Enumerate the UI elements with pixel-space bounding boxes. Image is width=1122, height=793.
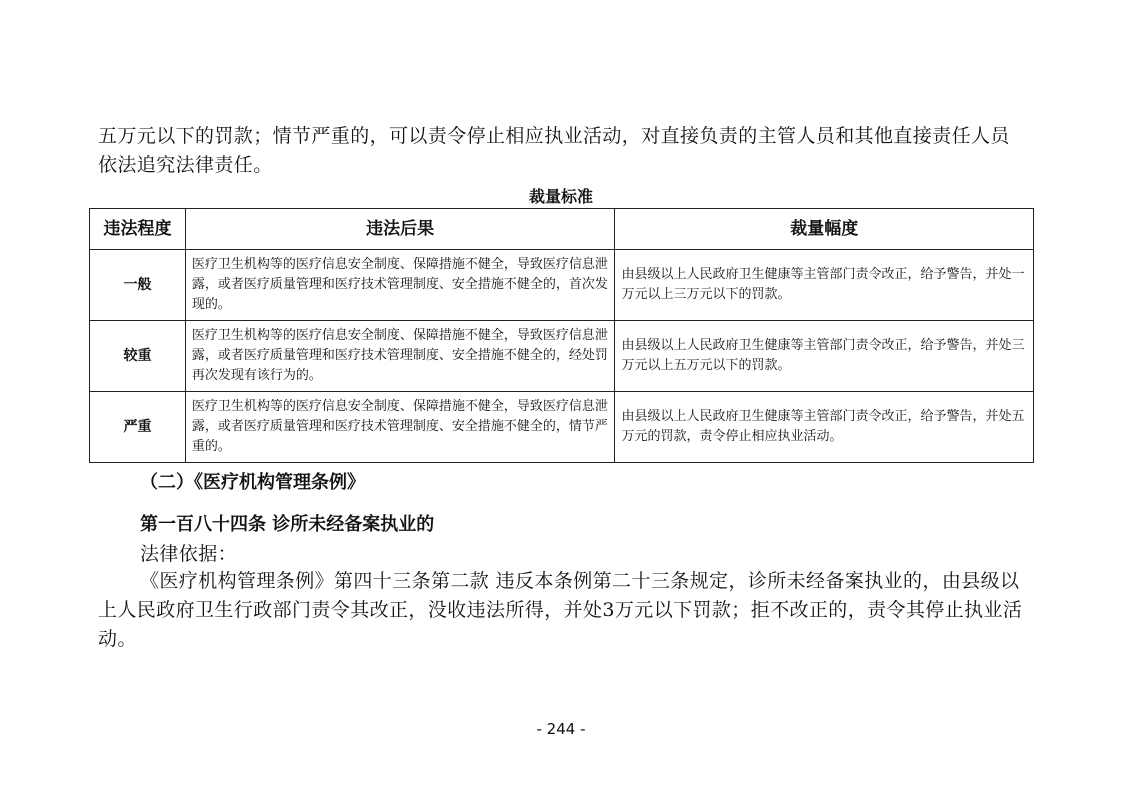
row-level: 一般 bbox=[90, 250, 186, 321]
legal-basis-label: 法律依据： bbox=[140, 543, 238, 565]
discretion-standard-table bbox=[89, 208, 1034, 463]
row-penalty: 由县级以上人民政府卫生健康等主管部门责令改正，给予警告，并处五万元的罚款，责令停止相应执业活动。 bbox=[615, 392, 1034, 463]
row-penalty: 由县级以上人民政府卫生健康等主管部门责令改正，给予警告，并处三万元以上五万元以下的罚款。 bbox=[615, 321, 1034, 392]
table-row bbox=[90, 321, 1034, 392]
page-number: - 244 - bbox=[536, 720, 586, 738]
row-consequence: 医疗卫生机构等的医疗信息安全制度、保障措施不健全，导致医疗信息泄露，或者医疗质量管理和医疗技术管理制度、安全措施不健全的，首次发现的。 bbox=[185, 250, 615, 321]
header-consequence: 违法后果 bbox=[185, 209, 615, 250]
header-penalty: 裁量幅度 bbox=[615, 209, 1034, 250]
row-level: 严重 bbox=[90, 392, 186, 463]
row-consequence: 医疗卫生机构等的医疗信息安全制度、保障措施不健全，导致医疗信息泄露，或者医疗质量管理和医疗技术管理制度、安全措施不健全的，经处罚再次发现有该行为的。 bbox=[185, 321, 615, 392]
table-row bbox=[90, 392, 1034, 463]
legal-basis-text: 《医疗机构管理条例》第四十三条第二款 违反本条例第二十三条规定，诊所未经备案执业的，由县级以上人民政府卫生行政部门责令其改正，没收违法所得，并处3万元以下罚款；拒不改正的，责令其停止执业活动。 bbox=[98, 570, 1023, 650]
table-row bbox=[90, 250, 1034, 321]
row-consequence: 医疗卫生机构等的医疗信息安全制度、保障措施不健全，导致医疗信息泄露，或者医疗质量管理和医疗技术管理制度、安全措施不健全的，情节严重的。 bbox=[185, 392, 615, 463]
table-header-row bbox=[90, 209, 1034, 250]
row-penalty: 由县级以上人民政府卫生健康等主管部门责令改正，给予警告，并处一万元以上三万元以下的罚款。 bbox=[615, 250, 1034, 321]
row-level: 较重 bbox=[90, 321, 186, 392]
table-title: 裁量标准 bbox=[528, 187, 593, 206]
article-heading: 第一百八十四条 诊所未经备案执业的 bbox=[140, 514, 435, 535]
intro-paragraph: 五万元以下的罚款；情节严重的，可以责令停止相应执业活动，对直接负责的主管人员和其他直接责任人员依法追究法律责任。 bbox=[98, 125, 1010, 176]
header-level: 违法程度 bbox=[90, 209, 186, 250]
subsection-heading: （二）《医疗机构管理条例》 bbox=[140, 472, 365, 493]
